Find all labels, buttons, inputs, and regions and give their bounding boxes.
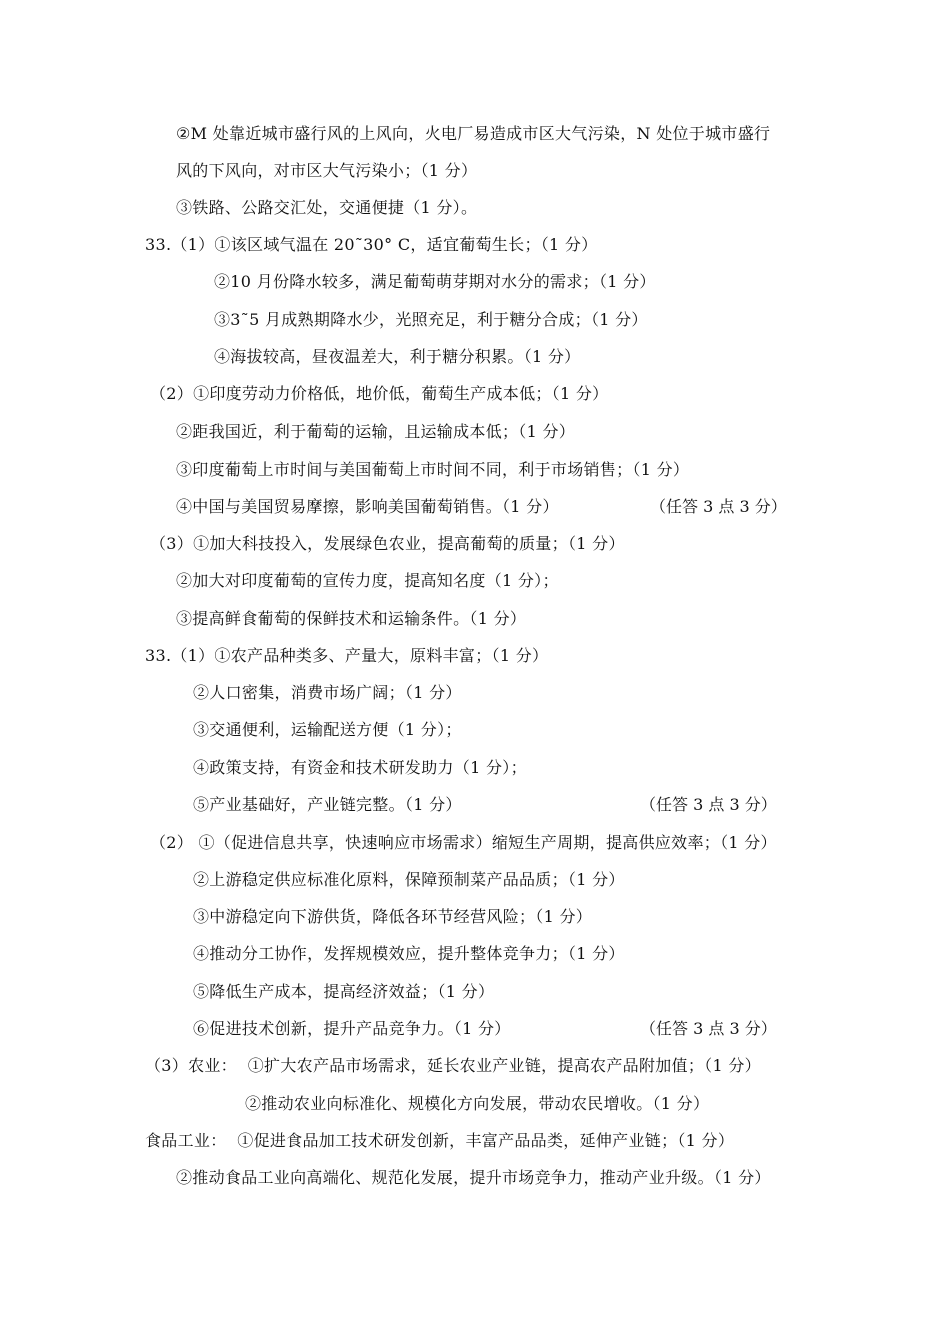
text-line: ③铁路、公路交汇处，交通便捷（1 分）。: [176, 198, 478, 217]
text-line: （3）农业： ①扩大农产品市场需求，延长农业产业链，提高农产品附加值；（1 分）: [145, 1056, 761, 1075]
scoring-note: （任答 3 点 3 分）: [640, 795, 777, 814]
text-line: ③3˜5 月成熟期降水少，光照充足，利于糖分合成；（1 分）: [214, 310, 648, 329]
text-line: ②上游稳定供应标准化原料，保障预制菜产品品质；（1 分）: [193, 870, 625, 889]
text-line: ④推动分工协作，发挥规模效应，提升整体竞争力；（1 分）: [193, 944, 625, 963]
text-line: ③提高鲜食葡萄的保鲜技术和运输条件。（1 分）: [176, 609, 527, 628]
text-line: 33.（1）①该区域气温在 20˜30° C，适宜葡萄生长；（1 分）: [145, 235, 598, 254]
text-line: ②推动农业向标准化、规模化方向发展，带动农民增收。（1 分）: [245, 1094, 710, 1113]
text-line: ②10 月份降水较多，满足葡萄萌芽期对水分的需求；（1 分）: [214, 272, 656, 291]
text-line: （2）①印度劳动力价格低，地价低，葡萄生产成本低；（1 分）: [150, 384, 609, 403]
text-line: ④海拔较高，昼夜温差大，利于糖分积累。（1 分）: [214, 347, 581, 366]
text-line: ④中国与美国贸易摩擦，影响美国葡萄销售。（1 分）: [176, 497, 559, 516]
scoring-note: （任答 3 点 3 分）: [650, 497, 787, 516]
scoring-note: （任答 3 点 3 分）: [640, 1019, 777, 1038]
text-line: ②M 处靠近城市盛行风的上风向，火电厂易造成市区大气污染，N 处位于城市盛行: [176, 124, 771, 143]
text-line: ③交通便利，运输配送方便（1 分）；: [193, 720, 462, 739]
text-line: （2） ①（促进信息共享，快速响应市场需求）缩短生产周期，提高供应效率；（1 分）: [150, 833, 777, 852]
text-line: ⑤产业基础好，产业链完整。（1 分）: [193, 795, 462, 814]
text-line: 风的下风向，对市区大气污染小；（1 分）: [176, 161, 478, 180]
text-line: ②加大对印度葡萄的宣传力度，提高知名度（1 分）；: [176, 571, 559, 590]
text-line: ③中游稳定向下游供货，降低各环节经营风险；（1 分）: [193, 907, 593, 926]
text-line: ④政策支持，有资金和技术研发助力（1 分）；: [193, 758, 527, 777]
text-line: ②推动食品工业向高端化、规范化发展，提升市场竞争力，推动产业升级。（1 分）: [176, 1168, 771, 1187]
text-line: ③印度葡萄上市时间与美国葡萄上市时间不同，利于市场销售；（1 分）: [176, 460, 690, 479]
text-line: ②距我国近，利于葡萄的运输，且运输成本低；（1 分）: [176, 422, 576, 441]
text-line: ⑤降低生产成本，提高经济效益；（1 分）: [193, 982, 495, 1001]
text-line: 食品工业： ①促进食品加工技术研发创新，丰富产品品类，延伸产业链；（1 分）: [145, 1131, 735, 1150]
text-line: ②人口密集，消费市场广阔；（1 分）: [193, 683, 462, 702]
text-line: 33.（1）①农产品种类多、产量大，原料丰富；（1 分）: [145, 646, 549, 665]
text-line: ⑥促进技术创新，提升产品竞争力。（1 分）: [193, 1019, 511, 1038]
text-line: （3）①加大科技投入，发展绿色农业，提高葡萄的质量；（1 分）: [150, 534, 625, 553]
